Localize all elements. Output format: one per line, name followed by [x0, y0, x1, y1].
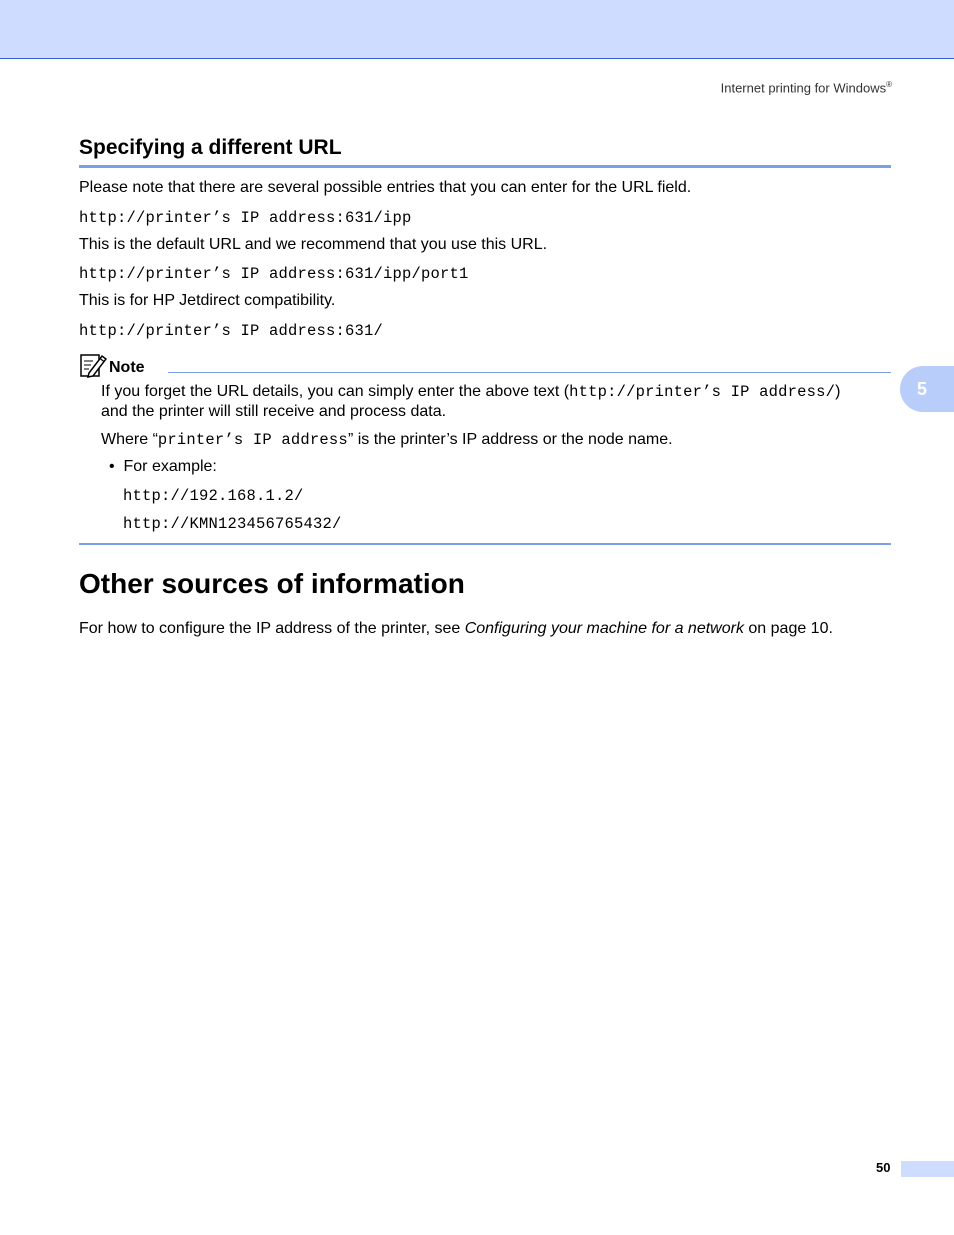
note-text: )	[835, 383, 841, 400]
url-entry-1-description: This is the default URL and we recommend that you use this URL.	[79, 236, 548, 253]
note-pencil-icon	[80, 352, 107, 383]
note-text: and the printer will still receive and process data.	[101, 403, 447, 420]
top-header-band	[0, 0, 954, 59]
paragraph-text: For how to configure the IP address of the printer, see	[79, 620, 465, 637]
page-number: 50	[876, 1160, 891, 1175]
bullet-text: For example:	[123, 458, 217, 475]
url-entry-2-description: This is for HP Jetdirect compatibility.	[79, 292, 336, 309]
section-title: Specifying a different URL	[79, 136, 891, 168]
intro-paragraph: Please note that there are several possible entries that you can enter for the URL field.	[79, 179, 692, 196]
url-entry-2: http://printer’s IP address:631/ipp/port1	[79, 265, 469, 283]
example-url-2: http://KMN123456765432/	[123, 515, 342, 533]
registered-mark: ®	[886, 80, 892, 89]
note-text: Where “	[101, 431, 158, 448]
example-url-1: http://192.168.1.2/	[123, 487, 304, 505]
url-entry-3: http://printer’s IP address:631/	[79, 322, 384, 340]
note-text: If you forget the URL details, you can simply enter the above text (	[101, 383, 570, 400]
note-divider	[168, 372, 891, 373]
note-end-divider	[79, 543, 891, 545]
other-sources-heading: Other sources of information	[79, 568, 465, 599]
running-header	[721, 80, 892, 95]
cross-reference-link[interactable]: Configuring your machine for a network	[464, 620, 744, 637]
chapter-tab[interactable]	[900, 366, 954, 412]
note-paragraph-2	[101, 430, 673, 450]
note-label: Note	[109, 358, 145, 376]
note-paragraph-1	[101, 382, 840, 422]
page-number-bar	[901, 1161, 954, 1177]
note-code: http://printer’s IP address/	[569, 383, 836, 401]
note-code: printer’s IP address	[157, 431, 348, 449]
paragraph-text: on page 10.	[743, 620, 833, 637]
note-text: ” is the printer’s IP address or the node name.	[347, 431, 673, 448]
note-header	[80, 352, 145, 383]
url-entry-1: http://printer’s IP address:631/ipp	[79, 209, 412, 227]
other-sources-paragraph	[79, 620, 833, 638]
bullet-dot: •	[109, 458, 115, 475]
running-header-title: Internet printing for Windows	[720, 80, 887, 96]
chapter-number: 5	[917, 378, 928, 399]
bullet-item	[109, 458, 217, 476]
